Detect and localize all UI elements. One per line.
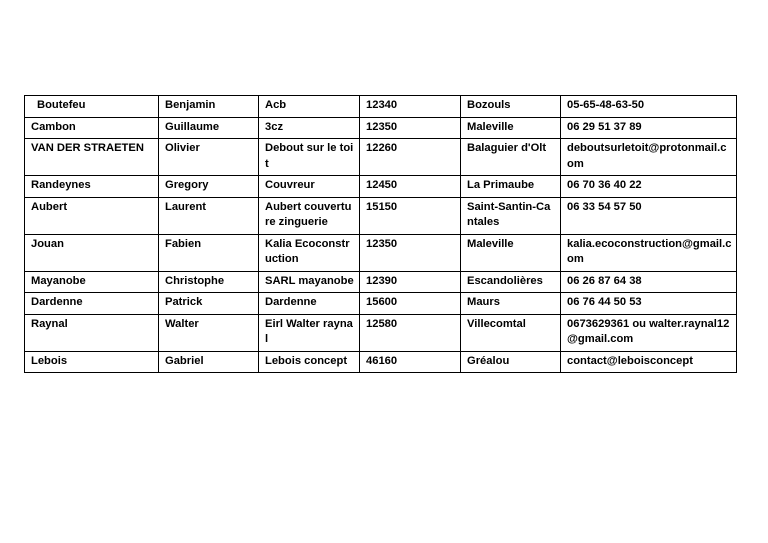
contact-cell: 06 76 44 50 53 [561,293,737,315]
contact-cell: contact@leboisconcept [561,351,737,373]
city-cell: Bozouls [461,96,561,118]
last-name-cell: Cambon [25,117,159,139]
last-name-cell: Lebois [25,351,159,373]
first-name-cell: Gregory [159,176,259,198]
table-row [25,293,737,315]
last-name-cell: Boutefeu [25,96,159,118]
company-cell: Kalia Ecoconstruction [259,234,360,271]
postal-code-cell: 46160 [360,351,461,373]
postal-code-cell: 12340 [360,96,461,118]
contacts-table [24,95,737,373]
company-cell: Debout sur le toit [259,139,360,176]
last-name-cell: Mayanobe [25,271,159,293]
contact-cell: 06 33 54 57 50 [561,197,737,234]
city-cell: La Primaube [461,176,561,198]
first-name-cell: Patrick [159,293,259,315]
postal-code-cell: 15600 [360,293,461,315]
first-name-cell: Fabien [159,234,259,271]
company-cell: 3cz [259,117,360,139]
company-cell: Eirl Walter raynal [259,314,360,351]
table-row [25,139,737,176]
city-cell: Gréalou [461,351,561,373]
city-cell: Saint-Santin-Cantales [461,197,561,234]
contact-cell: 05-65-48-63-50 [561,96,737,118]
postal-code-cell: 12350 [360,117,461,139]
table-row [25,271,737,293]
postal-code-cell: 15150 [360,197,461,234]
first-name-cell: Laurent [159,197,259,234]
last-name-cell: Randeynes [25,176,159,198]
table-row [25,117,737,139]
first-name-cell: Benjamin [159,96,259,118]
company-cell: Lebois concept [259,351,360,373]
last-name-cell: VAN DER STRAETEN [25,139,159,176]
first-name-cell: Guillaume [159,117,259,139]
table-row [25,96,737,118]
last-name-cell: Aubert [25,197,159,234]
city-cell: Maleville [461,234,561,271]
postal-code-cell: 12580 [360,314,461,351]
company-cell: Aubert couverture zinguerie [259,197,360,234]
city-cell: Maleville [461,117,561,139]
contact-cell: kalia.ecoconstruction@gmail.com [561,234,737,271]
contact-cell: deboutsurletoit@protonmail.com [561,139,737,176]
first-name-cell: Olivier [159,139,259,176]
first-name-cell: Walter [159,314,259,351]
last-name-cell: Raynal [25,314,159,351]
first-name-cell: Gabriel [159,351,259,373]
contact-cell: 06 29 51 37 89 [561,117,737,139]
table-row [25,176,737,198]
contact-cell: 06 70 36 40 22 [561,176,737,198]
contact-cell: 0673629361 ou walter.raynal12@gmail.com [561,314,737,351]
postal-code-cell: 12450 [360,176,461,198]
city-cell: Villecomtal [461,314,561,351]
city-cell: Escandolières [461,271,561,293]
company-cell: Couvreur [259,176,360,198]
company-cell: Dardenne [259,293,360,315]
first-name-cell: Christophe [159,271,259,293]
company-cell: SARL mayanobe [259,271,360,293]
city-cell: Maurs [461,293,561,315]
postal-code-cell: 12390 [360,271,461,293]
city-cell: Balaguier d'Olt [461,139,561,176]
table-row [25,351,737,373]
postal-code-cell: 12350 [360,234,461,271]
company-cell: Acb [259,96,360,118]
last-name-cell: Dardenne [25,293,159,315]
table-row [25,314,737,351]
table-row [25,197,737,234]
postal-code-cell: 12260 [360,139,461,176]
last-name-cell: Jouan [25,234,159,271]
contact-cell: 06 26 87 64 38 [561,271,737,293]
table-row [25,234,737,271]
